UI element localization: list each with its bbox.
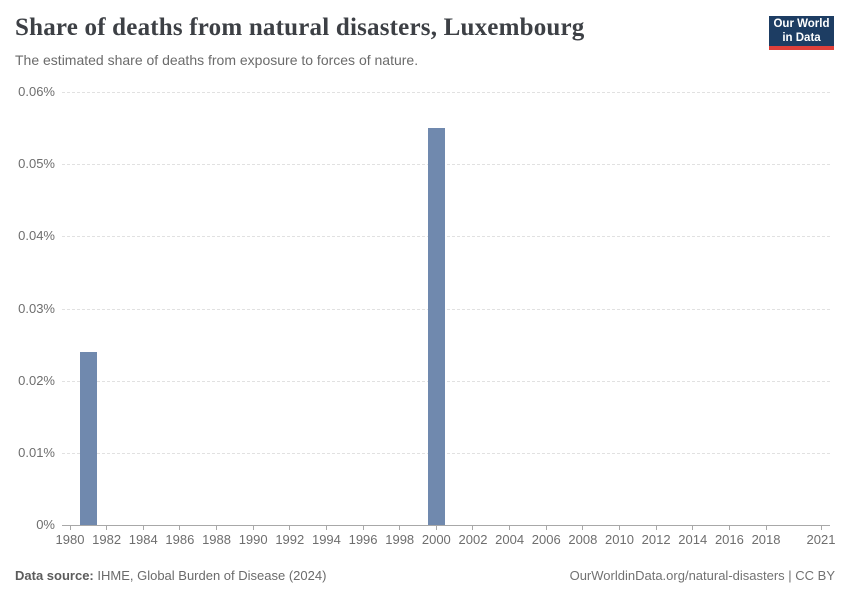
x-axis-tick (729, 526, 730, 530)
y-gridline (62, 92, 830, 93)
x-axis-tick-label: 2006 (531, 532, 561, 547)
y-axis-tick-label: 0.01% (18, 444, 55, 460)
x-axis-tick (821, 526, 822, 530)
x-axis-tick (399, 526, 400, 530)
x-axis-tick (70, 526, 71, 530)
x-axis-tick-label: 2008 (568, 532, 598, 547)
x-axis-tick-label: 1998 (385, 532, 415, 547)
x-axis-tick-label: 1982 (92, 532, 122, 547)
y-axis-tick-label: 0.03% (18, 300, 55, 316)
y-axis-tick-label: 0.04% (18, 228, 55, 244)
x-axis-tick (326, 526, 327, 530)
x-axis-tick-label: 1980 (55, 532, 85, 547)
y-gridline (62, 381, 830, 382)
x-axis-tick-label: 1994 (311, 532, 341, 547)
x-axis-tick-label: 1992 (275, 532, 305, 547)
y-axis-tick-label: 0.02% (18, 372, 55, 388)
x-axis-tick (436, 526, 437, 530)
x-axis-tick (179, 526, 180, 530)
x-axis-tick (619, 526, 620, 530)
x-axis-tick (582, 526, 583, 530)
bar-2000[interactable] (428, 128, 445, 525)
x-axis-tick-label: 1984 (128, 532, 158, 547)
x-axis-tick (289, 526, 290, 530)
x-axis-tick (216, 526, 217, 530)
x-axis-tick (766, 526, 767, 530)
x-axis-tick (656, 526, 657, 530)
y-axis-tick-label: 0% (36, 517, 55, 532)
x-axis-tick-label: 1988 (202, 532, 231, 547)
x-axis-tick (692, 526, 693, 530)
y-gridline (62, 453, 830, 454)
chart-footer (15, 568, 835, 583)
data-source-value: IHME, Global Burden of Disease (2024) (93, 568, 327, 583)
owid-logo-line1: Our World (773, 18, 830, 30)
page-title: Share of deaths from natural disasters, Luxembourg (15, 14, 585, 41)
x-axis-tick-label: 2010 (605, 532, 634, 547)
x-axis-tick-label: 1986 (165, 532, 195, 547)
x-axis-tick (363, 526, 364, 530)
x-axis-tick-label: 2000 (421, 532, 451, 547)
x-axis-tick-label: 1990 (238, 532, 268, 547)
x-axis-tick (143, 526, 144, 530)
x-axis-line (62, 525, 830, 526)
data-source-text (15, 568, 326, 583)
x-axis-tick-label: 2018 (751, 532, 781, 547)
y-gridline (62, 309, 830, 310)
x-axis-tick (546, 526, 547, 530)
x-axis-tick-label: 2021 (806, 532, 836, 547)
data-source-label: Data source: (15, 568, 94, 583)
x-axis-tick (472, 526, 473, 530)
bar-1981[interactable] (80, 352, 97, 525)
y-axis-tick-label: 0.05% (18, 156, 55, 172)
x-axis-tick-label: 1996 (348, 532, 378, 547)
x-axis-tick (106, 526, 107, 530)
y-gridline (62, 236, 830, 237)
x-axis-tick-label: 2002 (458, 532, 488, 547)
x-axis-tick-label: 2014 (678, 532, 708, 547)
owid-url-license-link[interactable]: OurWorldinData.org/natural-disasters | CC BY (569, 568, 835, 583)
x-axis-tick-label: 2012 (641, 532, 671, 547)
chart-subtitle: The estimated share of deaths from exposure to forces of nature. (15, 52, 419, 68)
owid-logo-line2: in Data (782, 32, 821, 44)
x-axis-tick-label: 2004 (495, 532, 525, 547)
x-axis-tick (253, 526, 254, 530)
y-gridline (62, 164, 830, 165)
y-axis-tick-label: 0.06% (18, 84, 55, 99)
x-axis-tick-label: 2016 (714, 532, 744, 547)
x-axis-tick (509, 526, 510, 530)
